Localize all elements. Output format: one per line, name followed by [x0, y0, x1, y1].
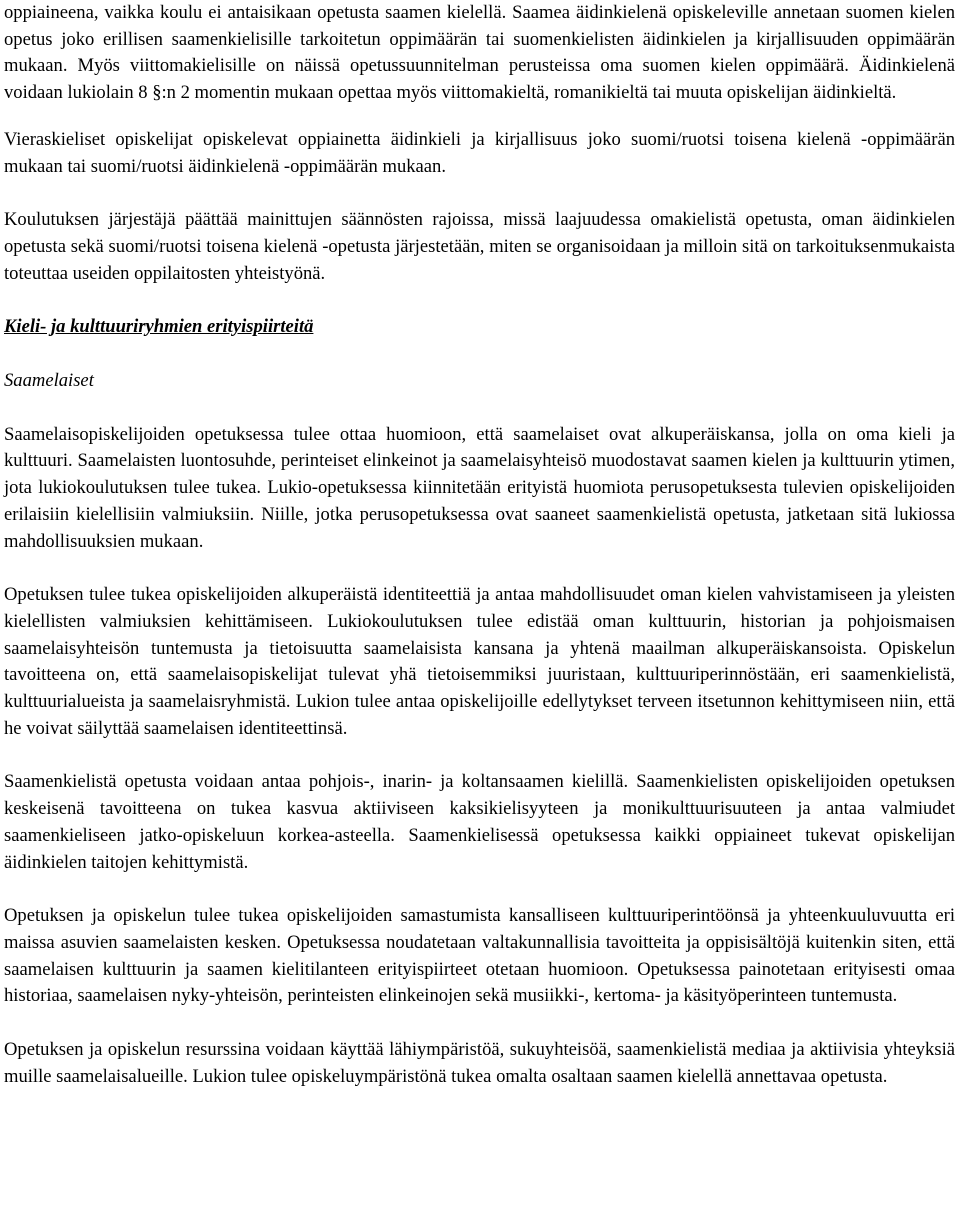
paragraph-education-provider: Koulutuksen järjestäjä päättää mainittujen säännösten rajoissa, missä laajuudessa omakielistä opetusta, oman äidinkielen opetusta sekä suomi/ruotsi toisena kielenä -opetusta järjestetään, miten se organisoidaan ja milloin sitä on tarkoituksenmukaista toteuttaa useiden oppilaitosten yhteistyönä. [4, 209, 955, 284]
document-page [4, 0, 955, 1118]
paragraph-mother-tongue-options: oppiaineena, vaikka koulu ei antaisikaan opetusta saamen kielellä. Saamea äidinkielenä opiskeleville annetaan suomen kielen opetus joko erillisen saamenkielisille tarkoitetun oppimäärän tai suomenkielisten äidinkielen ja kirjallisuuden oppimäärän mukaan. Myös viittomakielisille on näissä opetussuunnitelman perusteissa oma suomen kielen oppimäärä. Äidinkielenä voidaan lukiolain 8 §:n 2 momentin mukaan opettaa myös viittomakieltä, romanikieltä tai muuta opiskelijan äidinkieltä. [4, 2, 955, 104]
paragraph-foreign-language-students: Vieraskieliset opiskelijat opiskelevat oppiainetta äidinkieli ja kirjallisuus joko suomi/ruotsi toisena kielenä -oppimäärän mukaan tai suomi/ruotsi äidinkielenä -oppimäärän mukaan. [4, 128, 955, 177]
paragraph-sami-language-teaching: Saamenkielistä opetusta voidaan antaa pohjois-, inarin- ja koltansaamen kielillä. Saamenkielisten opiskelijoiden opetuksen keskeisenä tavoitteena on tukea kasvua aktiiviseen kaksikielisyyteen ja monikulttuurisuuteen ja antaa valmiudet saamenkieliseen jatko-opiskeluun korkea-asteella. Saamenkielisessä opetuksessa kaikki oppiaineet tukevat opiskelijan äidinkielen taitojen kehittymistä. [4, 771, 955, 873]
paragraph-sami-students: Saamelaisopiskelijoiden opetuksessa tulee ottaa huomioon, että saamelaiset ovat alkuperäiskansa, jolla on oma kieli ja kulttuuri. Saamelaisten luontosuhde, perinteiset elinkeinot ja saamelaisyhteisö muodostavat saamen kielen ja kulttuurin ytimen, jota lukiokoulutuksen tulee tukea. Lukio-opetuksessa kiinnitetään erityistä huomiota perusopetuksesta tulevien opiskelijoiden erilaisiin kielellisiin valmiuksiin. Niille, jotka perusopetuksessa ovat saaneet saamenkielistä opetusta, jatketaan sitä lukiossa mahdollisuuksien mukaan. [4, 423, 955, 552]
section-heading: Kieli- ja kulttuuriryhmien erityispiirteitä [4, 316, 314, 338]
section-subheading: Saamelaiset [4, 370, 94, 392]
paragraph-learning-resources: Opetuksen ja opiskelun resurssina voidaan käyttää lähiympäristöä, sukuyhteisöä, saamenkielistä mediaa ja aktiivisia yhteyksiä muille saamelaisalueille. Lukion tulee opiskeluympäristönä tukea omalta osaltaan saamen kielellä annettavaa opetusta. [4, 1039, 955, 1087]
paragraph-identity-support: Opetuksen tulee tukea opiskelijoiden alkuperäistä identiteettiä ja antaa mahdollisuudet oman kielen vahvistamiseen ja yleisten kielellisten valmiuksien kehittämiseen. Lukiokoulutuksen tulee edistää oman kulttuurin, historian ja pohjoismaisen saamelaisyhteisön tuntemusta ja tietoisuutta saamelaisista kansana ja yhtenä maailman alkuperäiskansoista. Opiskelun tavoitteena on, että saamelaisopiskelijat tulevat yhä tietoisemmiksi juuristaan, kulttuuriperinnöstään, eri saamenkielistä, kulttuurialueista ja saamelaisryhmistä. Lukion tulee antaa opiskelijoille edellytykset terveen itsetunnon kehittymiseen niin, että he voivat säilyttää saamelaisen identiteettinsä. [4, 584, 955, 739]
paragraph-cultural-heritage: Opetuksen ja opiskelun tulee tukea opiskelijoiden samastumista kansalliseen kulttuuriperintöönsä ja yhteenkuuluvuutta eri maissa asuvien saamelaisten kesken. Opetuksessa noudatetaan valtakunnallisia tavoitteita ja oppisisältöjä kuitenkin siten, että saamelaisen kulttuurin ja saamen kielitilanteen erityispiirteet otetaan huomioon. Opetuksessa painotetaan erityisesti omaa historiaa, saamelaisen nyky-yhteisön, perinteisten elinkeinojen sekä musiikki-, kertoma- ja käsityöperinteen tuntemusta. [4, 905, 955, 1007]
